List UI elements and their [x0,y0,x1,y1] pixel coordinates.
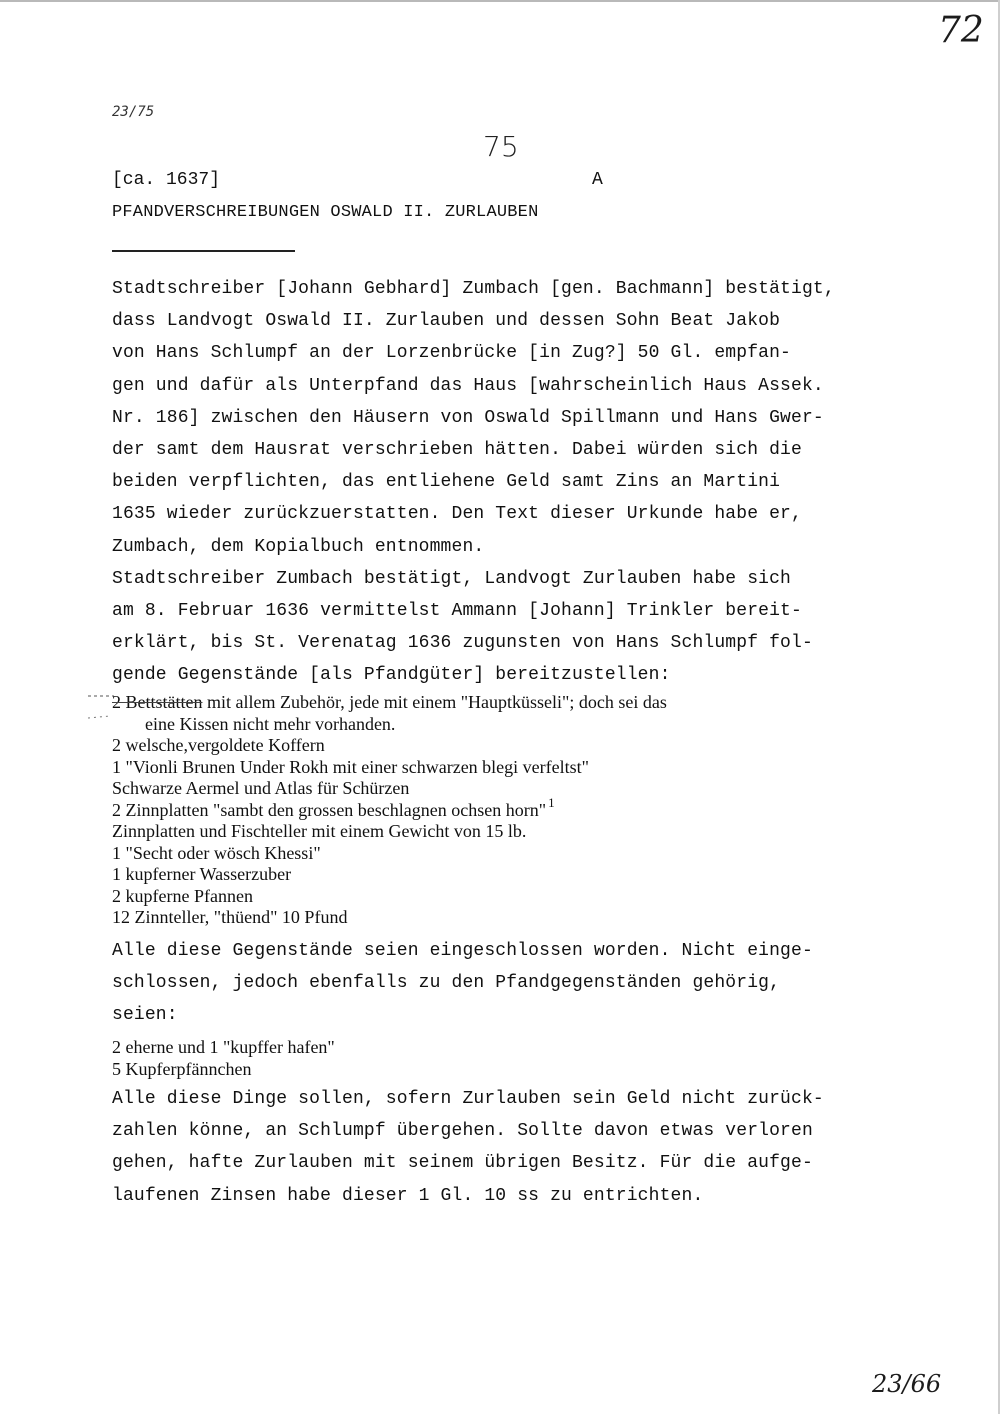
text-line: Zumbach, dem Kopialbuch entnommen. [112,536,485,557]
handwritten-folio-number: 72 [938,10,984,51]
list-item: 2 welsche,vergoldete Koffern [112,735,325,755]
struck-text: 2 Bettstätten [112,692,203,712]
list-item [112,794,912,822]
text-line: Nr. 186] zwischen den Häusern von Oswald Spillmann und Hans Gwer- [112,407,824,428]
list-item: 5 Kupferpfännchen [112,1058,252,1079]
not-enclosed-paragraph [112,935,912,1032]
page-edge-top [0,0,1000,2]
text-line: Stadtschreiber [Johann Gebhard] Zumbach [gen. Bachmann] bestätigt, [112,279,835,299]
list-item: Zinnplatten und Fischteller mit einem Gewicht von 15 lb. [112,821,527,841]
text-line: am 8. Februar 1636 vermittelst Ammann [Johann] Trinkler bereit- [112,600,802,621]
list-item: 12 Zinnteller, "thüend" 10 Pfund [112,907,348,927]
document-letter: A [592,170,603,190]
text-line: laufenen Zinsen habe dieser 1 Gl. 10 ss zu entrichten. [112,1185,704,1206]
intro-paragraph [112,273,912,691]
text-line: gende Gegenstände [als Pfandgüter] bereitzustellen: [112,665,671,686]
text-line: zahlen könne, an Schlumpf übergehen. Sollte davon etwas verloren [112,1121,813,1142]
list-item: 2 kupferne Pfannen [112,885,253,906]
list-item-text: 2 Zinnplatten "sambt den grossen beschlagnen ochsen horn" [112,799,547,820]
list-item: 1 kupferner Wasserzuber [112,864,292,884]
list-item: 1 "Secht oder wösch Khessi" [112,842,321,863]
enclosed-items-list [112,692,912,929]
text-line: der samt dem Hausrat verschrieben hätten. Dabei würden sich die [112,439,802,460]
handwritten-archive-number: 23/66 [872,1370,942,1398]
list-item-continuation: eine Kissen nicht mehr vorhanden. [145,713,396,734]
text-line: Stadtschreiber Zumbach bestätigt, Landvogt Zurlauben habe sich [112,568,792,589]
text-line: dass Landvogt Oswald II. Zurlauben und dessen Sohn Beat Jakob [112,311,781,332]
list-item-text: mit allem Zubehör, jede mit einem "Hauptküsseli"; doch sei das [202,692,667,712]
not-enclosed-items-list [112,1037,912,1080]
document-title: PFANDVERSCHREIBUNGEN OSWALD II. ZURLAUBEN [112,203,539,222]
text-line: Alle diese Gegenstände seien eingeschlossen worden. Nicht einge- [112,941,813,961]
list-item [112,692,912,714]
list-item: 1 "Vionli Brunen Under Rokh mit einer schwarzen blegi verfeltst" [112,756,589,777]
text-line: schlossen, jedoch ebenfalls zu den Pfandgegenständen gehörig, [112,973,781,994]
page-number: 75 [483,130,519,163]
text-line: seien: [112,1005,178,1026]
text-line: 1635 wieder zurückzuerstatten. Den Text dieser Urkunde habe er, [112,504,802,525]
text-line: gen und dafür als Unterpfand das Haus [wahrscheinlich Haus Assek. [112,375,824,396]
footnote-marker: 1 [548,794,555,810]
text-line: erklärt, bis St. Verenatag 1636 zugunsten von Hans Schlumpf fol- [112,633,813,654]
text-line: von Hans Schlumpf an der Lorzenbrücke [in Zug?] 50 Gl. empfan- [112,343,792,364]
text-line: Alle diese Dinge sollen, sofern Zurlauben sein Geld nicht zurück- [112,1089,824,1109]
closing-paragraph [112,1083,912,1212]
list-item: 2 eherne und 1 "kupffer hafen" [112,1037,335,1057]
text-line: gehen, hafte Zurlauben mit seinem übrigen Besitz. Für die aufge- [112,1153,813,1174]
title-underline [112,250,295,252]
text-line: beiden verpflichten, das entliehene Geld samt Zins an Martini [112,472,781,493]
document-date: [ca. 1637] [112,170,221,190]
list-item: Schwarze Aermel und Atlas für Schürzen [112,778,410,798]
archive-reference: 23/75 [112,104,155,120]
